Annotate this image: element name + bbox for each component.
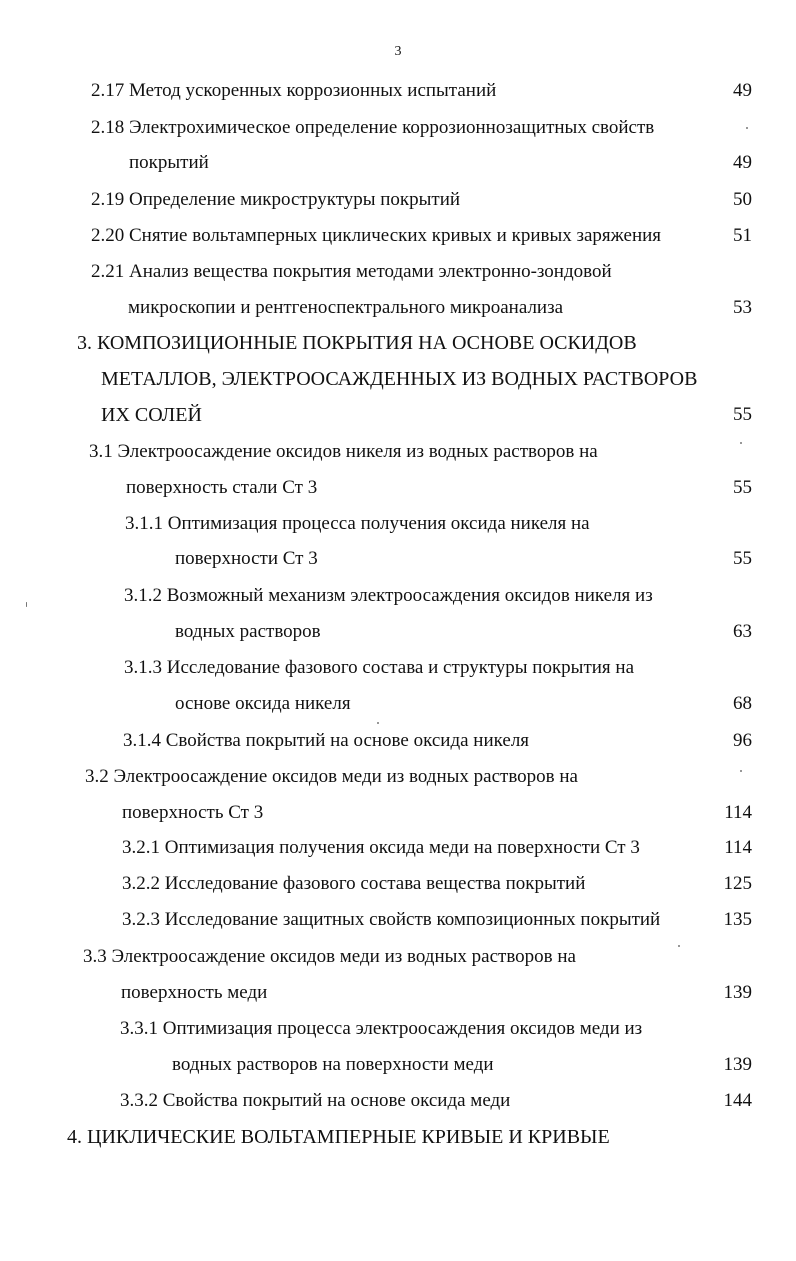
toc-entry-text: 2.17 Метод ускоренных коррозионных испытаний	[91, 80, 497, 101]
toc-entry-text: 3.2.1 Оптимизация получения оксида меди на поверхности Ст 3	[122, 837, 640, 858]
toc-entry-text: поверхность Ст 3	[122, 802, 264, 823]
toc-entry-text: 3.2.2 Исследование фазового состава вещества покрытий	[122, 873, 586, 894]
toc-entry-text: 2.18 Электрохимическое определение коррозионнозащитных свойств	[91, 117, 655, 138]
toc-entry-page: 139	[723, 982, 752, 1003]
toc-entry-text: 2.21 Анализ вещества покрытия методами электронно-зондовой	[91, 261, 612, 282]
toc-entry-text: 3.3.1 Оптимизация процесса электроосаждения оксидов меди из	[120, 1018, 643, 1039]
toc-entry-text: 3.2.3 Исследование защитных свойств композиционных покрытий	[122, 909, 661, 930]
toc-entry-text: 3.1.1 Оптимизация процесса получения оксида никеля на	[125, 513, 590, 534]
toc-entry-text: поверхность стали Ст 3	[126, 477, 318, 498]
toc-entry-text: МЕТАЛЛОВ, ЭЛЕКТРООСАЖДЕННЫХ ИЗ ВОДНЫХ РАСТВОРОВ	[101, 368, 698, 390]
toc-entry-text: микроскопии и рентгеноспектрального микроанализа	[128, 297, 564, 318]
toc-entry-page: 114	[724, 802, 752, 823]
toc-entry-text: 4. ЦИКЛИЧЕСКИЕ ВОЛЬТАМПЕРНЫЕ КРИВЫЕ И КРИВЫЕ	[67, 1126, 610, 1148]
scan-speck	[26, 602, 27, 607]
toc-entry-page: 125	[723, 873, 752, 894]
toc-entry-text: 3.2 Электроосаждение оксидов меди из водных растворов на	[85, 766, 578, 787]
toc-entry-page: 49	[733, 152, 752, 173]
toc-entry-page: 144	[723, 1090, 752, 1111]
toc-entry-text: 3.3.2 Свойства покрытий на основе оксида меди	[120, 1090, 511, 1111]
toc-entry-page: 50	[733, 189, 752, 210]
toc-entry-text: покрытий	[129, 152, 209, 173]
toc-entry-page: 63	[733, 621, 752, 642]
toc-entry-text: 3.1 Электроосаждение оксидов никеля из водных растворов на	[89, 441, 598, 462]
scan-speck	[740, 442, 742, 444]
page-number: 3	[394, 44, 402, 59]
toc-entry-text: 3.1.3 Исследование фазового состава и структуры покрытия на	[124, 657, 635, 678]
toc-entry-page: 49	[733, 80, 752, 101]
toc-entry-page: 114	[724, 837, 752, 858]
toc-entry-page: 139	[723, 1054, 752, 1075]
toc-entry-page: 96	[733, 730, 752, 751]
toc-entry-text: водных растворов	[175, 621, 321, 642]
scan-speck	[740, 770, 742, 772]
toc-entry-text: 3.3 Электроосаждение оксидов меди из водных растворов на	[83, 946, 576, 967]
toc-entry-text: 3.1.2 Возможный механизм электроосаждения оксидов никеля из	[124, 585, 653, 606]
toc-entry-page: 68	[733, 693, 752, 714]
toc-entry-text: основе оксида никеля	[175, 693, 351, 714]
toc-entry-text: 2.19 Определение микроструктуры покрытий	[91, 189, 461, 210]
scan-speck	[678, 945, 680, 947]
scan-speck	[746, 127, 748, 129]
scan-speck	[377, 722, 379, 724]
toc-entry-text: 3. КОМПОЗИЦИОННЫЕ ПОКРЫТИЯ НА ОСНОВЕ ОСКИДОВ	[77, 332, 637, 354]
toc-entry-page: 51	[733, 225, 752, 246]
toc-entry-page: 55	[733, 548, 752, 569]
toc-entry-page: 135	[723, 909, 752, 930]
toc-entry-page: 55	[733, 477, 752, 498]
toc-entry-text: ИХ СОЛЕЙ	[101, 404, 202, 426]
toc-entry-text: поверхности Ст 3	[175, 548, 318, 569]
toc-entry-text: 3.1.4 Свойства покрытий на основе оксида никеля	[123, 730, 530, 751]
toc-entry-text: 2.20 Снятие вольтамперных циклических кривых и кривых заряжения	[91, 225, 662, 246]
toc-entry-page: 53	[733, 297, 752, 318]
toc-entry-text: поверхность меди	[121, 982, 268, 1003]
toc-entry-page: 55	[733, 404, 752, 425]
toc-entry-text: водных растворов на поверхности меди	[172, 1054, 494, 1075]
